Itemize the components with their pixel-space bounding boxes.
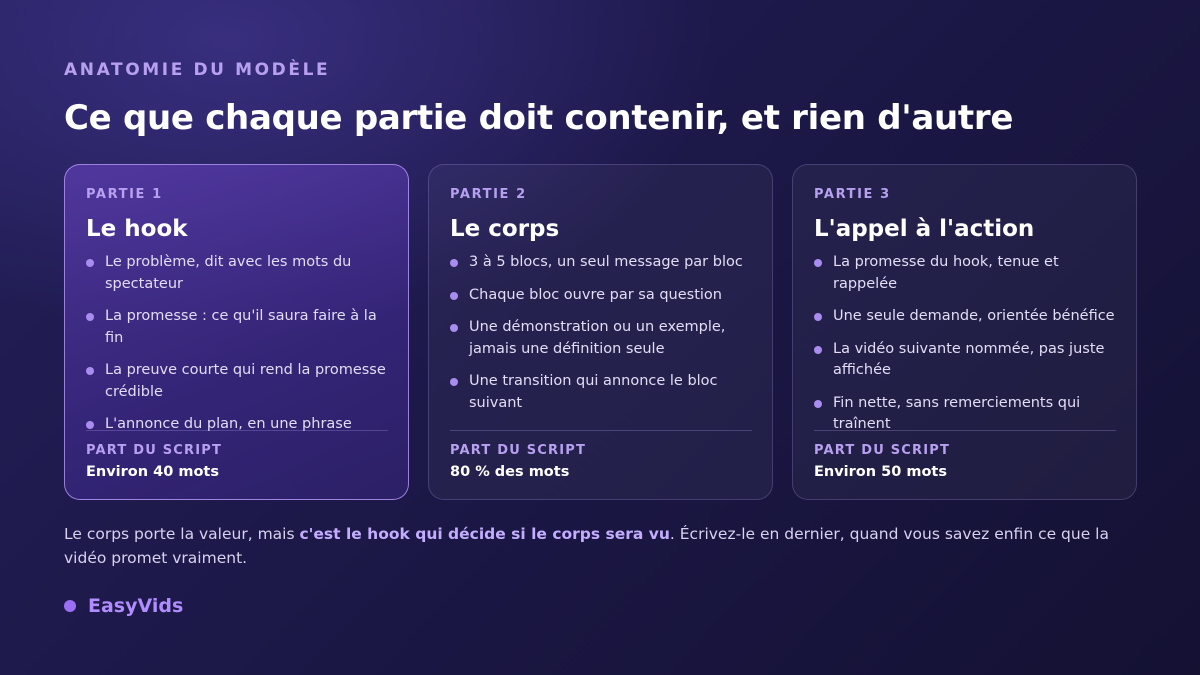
card-footer-label: PART DU SCRIPT (86, 443, 223, 458)
list-item (450, 317, 752, 360)
list-item (814, 252, 1116, 295)
bullet-text: Fin nette, sans remerciements qui traînent (833, 394, 1081, 432)
list-item (814, 339, 1116, 382)
list-item (86, 252, 388, 295)
bullet-dot-icon (814, 346, 822, 354)
card-footer-value: Environ 50 mots (814, 464, 947, 480)
card-hook (64, 164, 409, 500)
bullet-text: Chaque bloc ouvre par sa question (469, 286, 722, 303)
list-item (814, 306, 1116, 328)
bullet-dot-icon (450, 259, 458, 267)
card-footer (814, 430, 1116, 480)
summary-text (64, 522, 1124, 570)
list-item (450, 371, 752, 414)
bullet-text: Une transition qui annonce le bloc suivant (469, 373, 718, 411)
bullet-dot-icon (450, 292, 458, 300)
card-bullet-list (814, 252, 1116, 436)
card-part-label: PARTIE 2 (450, 187, 527, 202)
card-footer-label: PART DU SCRIPT (450, 443, 587, 458)
bullet-text: Le problème, dit avec les mots du spectateur (105, 254, 352, 292)
summary-before: Le corps porte la valeur, mais (64, 525, 300, 543)
bullet-text: La preuve courte qui rend la promesse crédible (105, 362, 386, 400)
bullet-text: 3 à 5 blocs, un seul message par bloc (469, 254, 743, 270)
card-title: Le corps (450, 216, 560, 242)
bullet-dot-icon (814, 400, 822, 408)
bullet-text: Une démonstration ou un exemple, jamais une définition seule (469, 319, 726, 357)
card-footer-label: PART DU SCRIPT (814, 443, 951, 458)
bullet-text: La vidéo suivante nommée, pas juste affichée (833, 340, 1105, 378)
bullet-dot-icon (814, 259, 822, 267)
summary-after: . Écrivez-le en dernier, quand vous savez enfin ce que la vidéo promet vraiment. (64, 525, 1109, 567)
card-footer (450, 430, 752, 480)
card-part-label: PARTIE 1 (86, 187, 163, 202)
card-bullet-list (86, 252, 388, 436)
card-part-label: PARTIE 3 (814, 187, 891, 202)
card-footer-value: 80 % des mots (450, 464, 570, 480)
bullet-dot-icon (86, 259, 94, 267)
bullet-text: La promesse du hook, tenue et rappelée (833, 254, 1059, 292)
card-body (428, 164, 773, 500)
card-bullet-list (450, 252, 752, 414)
list-item (450, 285, 752, 307)
bullet-dot-icon (450, 378, 458, 386)
card-title: Le hook (86, 216, 188, 242)
card-footer-value: Environ 40 mots (86, 464, 219, 480)
bullet-text: L'annonce du plan, en une phrase (105, 416, 352, 432)
bullet-dot-icon (814, 313, 822, 321)
brand-dot-icon (64, 600, 76, 612)
bullet-dot-icon (450, 324, 458, 332)
brand-name: EasyVids (88, 595, 184, 617)
bullet-dot-icon (86, 421, 94, 429)
summary-emphasis: c'est le hook qui décide si le corps sera vu (299, 525, 670, 543)
page-title: Ce que chaque partie doit contenir, et rien d'autre (64, 98, 1014, 138)
list-item (86, 306, 388, 349)
list-item (86, 360, 388, 403)
card-call-to-action (792, 164, 1137, 500)
bullet-text: Une seule demande, orientée bénéfice (833, 308, 1115, 324)
bullet-dot-icon (86, 367, 94, 375)
cards-row (64, 164, 1137, 500)
brand-logo (64, 595, 183, 617)
list-item (450, 252, 752, 274)
card-footer (86, 430, 388, 480)
section-eyebrow: ANATOMIE DU MODÈLE (64, 60, 331, 80)
bullet-text: La promesse : ce qu'il saura faire à la fin (105, 308, 377, 346)
bullet-dot-icon (86, 313, 94, 321)
card-title: L'appel à l'action (814, 216, 1035, 242)
